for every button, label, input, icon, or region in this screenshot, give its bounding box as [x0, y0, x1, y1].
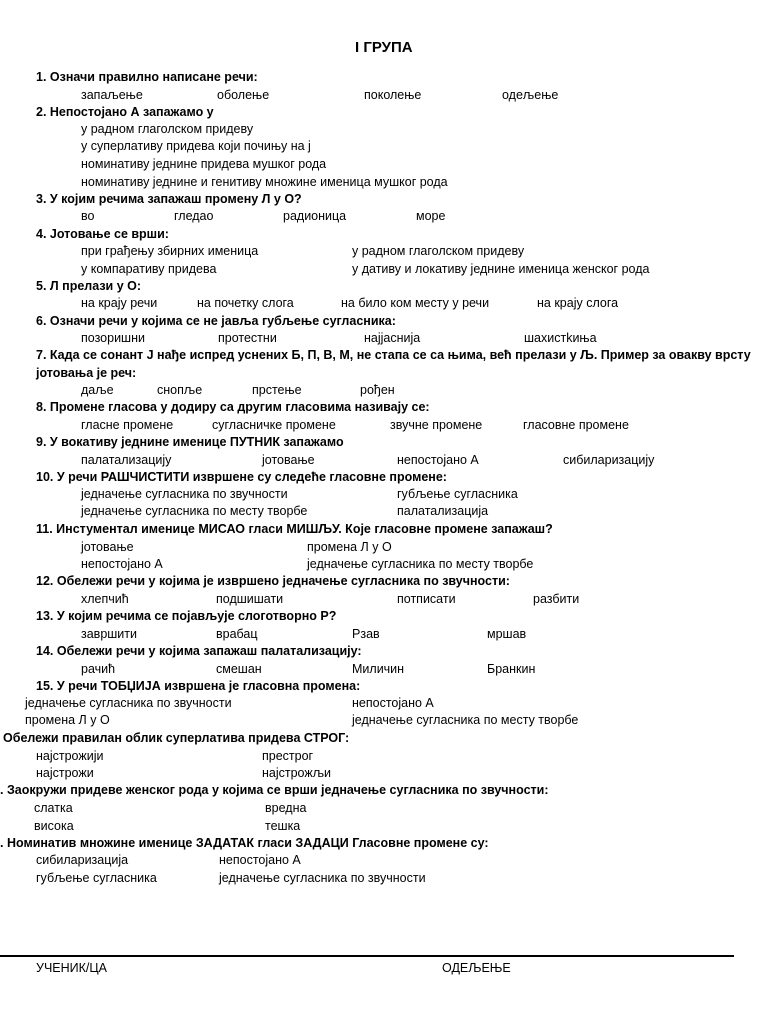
- q18-option-2[interactable]: непостојано А: [219, 853, 301, 867]
- question-6: 6. Означи речи у којима се не јавља губљење сугласника:: [36, 314, 396, 328]
- question-17: . Заокружи придеве женског рода у којима се врши једначење сугласника по звучности:: [0, 783, 549, 797]
- question-7-line-2: јотовања је реч:: [36, 366, 137, 380]
- q11-option-3[interactable]: непостојано А: [81, 557, 163, 571]
- q13-option-2[interactable]: врабац: [216, 627, 258, 641]
- question-1: 1. Означи правилно написане речи:: [36, 70, 258, 84]
- q17-option-2[interactable]: вредна: [265, 801, 307, 815]
- q11-option-1[interactable]: јотовање: [81, 540, 134, 554]
- q9-option-4[interactable]: сибиларизацију: [563, 453, 655, 467]
- question-11: 11. Инстументал именице МИСАО гласи МИШЉУ. Које гласовне промене запажаш?: [36, 522, 553, 536]
- q7-option-2[interactable]: снопље: [157, 383, 203, 397]
- q12-option-1[interactable]: хлепчић: [81, 592, 129, 606]
- question-15: 15. У речи ТОБЏИЈА извршена је гласовна промена:: [36, 679, 361, 693]
- q6-option-3[interactable]: најјаснија: [364, 331, 421, 345]
- q1-option-3[interactable]: поколење: [364, 88, 422, 102]
- q1-option-1[interactable]: запаљење: [81, 88, 143, 102]
- question-3: 3. У којим речима запажаш промену Л у О?: [36, 192, 302, 206]
- question-13: 13. У којим речима се појављује слоготворно Р?: [36, 609, 337, 623]
- q13-option-1[interactable]: завршити: [81, 627, 137, 641]
- q8-option-2[interactable]: сугласничке промене: [212, 418, 336, 432]
- q8-option-1[interactable]: гласне промене: [81, 418, 174, 432]
- q10-option-2[interactable]: губљење сугласника: [397, 487, 518, 501]
- q2-option-1[interactable]: у радном глаголском придеву: [81, 122, 254, 136]
- q10-option-4[interactable]: палатализација: [397, 504, 489, 518]
- q12-option-3[interactable]: потписати: [397, 592, 456, 606]
- q2-option-2[interactable]: у суперлативу придева који почињу на ј: [81, 139, 311, 153]
- q9-option-1[interactable]: палатализацију: [81, 453, 172, 467]
- q18-option-3[interactable]: губљење сугласника: [36, 871, 157, 885]
- q13-option-4[interactable]: мршав: [487, 627, 527, 641]
- q14-option-4[interactable]: Бранкин: [487, 662, 536, 676]
- q13-option-3[interactable]: Рзав: [352, 627, 380, 641]
- q17-option-1[interactable]: слатка: [34, 801, 73, 815]
- q3-option-1[interactable]: во: [81, 209, 95, 223]
- q2-option-3[interactable]: номинативу једнине придева мушког рода: [81, 157, 327, 171]
- question-12: 12. Обележи речи у којима је извршено једначење сугласника по звучности:: [36, 574, 510, 588]
- q2-option-4[interactable]: номинативу једнине и генитиву множине именица мушког рода: [81, 175, 448, 189]
- q3-option-4[interactable]: море: [416, 209, 446, 223]
- q6-option-4[interactable]: шахистkиња: [524, 331, 597, 345]
- q11-option-4[interactable]: једначење сугласника по месту творбе: [307, 557, 534, 571]
- signature-line: [0, 955, 734, 957]
- q3-option-3[interactable]: радионица: [283, 209, 347, 223]
- q7-option-3[interactable]: прстење: [252, 383, 302, 397]
- q15-option-2[interactable]: непостојано А: [352, 696, 434, 710]
- q5-option-1[interactable]: на крају речи: [81, 296, 158, 310]
- q7-option-1[interactable]: даље: [81, 383, 114, 397]
- q7-option-4[interactable]: рођен: [360, 383, 395, 397]
- question-4: 4. Јотовање се врши:: [36, 227, 169, 241]
- q10-option-1[interactable]: једначење сугласника по звучности: [81, 487, 288, 501]
- question-7-line-1: 7. Када се сонант Ј нађе испред уснених Б, П, В, М, не стапа се са њима, већ прелази у Љ. Пример за овакву врсту: [36, 348, 751, 362]
- q4-option-2[interactable]: у радном глаголском придеву: [352, 244, 525, 258]
- q10-option-3[interactable]: једначење сугласника по месту творбе: [81, 504, 308, 518]
- q8-option-3[interactable]: звучне промене: [390, 418, 483, 432]
- q5-option-3[interactable]: на било ком месту у речи: [341, 296, 490, 310]
- question-10: 10. У речи РАШЧИСТИТИ извршене су следеће гласовне промене:: [36, 470, 447, 484]
- question-9: 9. У вокативу једнине именице ПУТНИК запажамо: [36, 435, 344, 449]
- q16-option-4[interactable]: најстрожљи: [262, 766, 332, 780]
- q12-option-4[interactable]: разбити: [533, 592, 580, 606]
- question-18: . Номинатив множине именице ЗАДАТАК гласи ЗАДАЦИ Гласовне промене су:: [0, 836, 489, 850]
- q5-option-2[interactable]: на почетку слога: [197, 296, 294, 310]
- q1-option-4[interactable]: одељење: [502, 88, 559, 102]
- q11-option-2[interactable]: промена Л у О: [307, 540, 392, 554]
- q17-option-3[interactable]: висока: [34, 819, 74, 833]
- class-label: ОДЕЉЕЊЕ: [442, 961, 511, 975]
- q9-option-3[interactable]: непостојано А: [397, 453, 479, 467]
- q4-option-4[interactable]: у дативу и локативу једнине именица женског рода: [352, 262, 650, 276]
- q14-option-2[interactable]: смешан: [216, 662, 262, 676]
- q9-option-2[interactable]: јотовање: [262, 453, 315, 467]
- q17-option-4[interactable]: тешка: [265, 819, 301, 833]
- question-5: 5. Л прелази у О:: [36, 279, 142, 293]
- q8-option-4[interactable]: гласовне промене: [523, 418, 629, 432]
- q6-option-1[interactable]: позоришни: [81, 331, 145, 345]
- q15-option-1[interactable]: једначење сугласника по звучности: [25, 696, 232, 710]
- q16-option-1[interactable]: најстрожији: [36, 749, 104, 763]
- question-14: 14. Обележи речи у којима запажаш палатализацију:: [36, 644, 362, 658]
- q4-option-1[interactable]: при грађењу збирних именица: [81, 244, 259, 258]
- q15-option-3[interactable]: промена Л у О: [25, 713, 110, 727]
- q18-option-1[interactable]: сибиларизација: [36, 853, 129, 867]
- q18-option-4[interactable]: једначење сугласника по звучности: [219, 871, 426, 885]
- q12-option-2[interactable]: подшишати: [216, 592, 284, 606]
- student-label: УЧЕНИК/ЦА: [36, 961, 107, 975]
- q4-option-3[interactable]: у компаративу придева: [81, 262, 217, 276]
- q6-option-2[interactable]: протестни: [218, 331, 277, 345]
- q14-option-1[interactable]: рачић: [81, 662, 116, 676]
- q15-option-4[interactable]: једначење сугласника по месту творбе: [352, 713, 579, 727]
- q14-option-3[interactable]: Миличин: [352, 662, 405, 676]
- question-16: Обележи правилан облик суперлатива придева СТРОГ:: [3, 731, 350, 745]
- page-title: I ГРУПА: [355, 39, 413, 56]
- q16-option-3[interactable]: најстрожи: [36, 766, 94, 780]
- question-2: 2. Непостојано А запажамо у: [36, 105, 214, 119]
- q3-option-2[interactable]: гледао: [174, 209, 214, 223]
- q1-option-2[interactable]: оболење: [217, 88, 270, 102]
- question-8: 8. Промене гласова у додиру са другим гласовима називају се:: [36, 400, 430, 414]
- q5-option-4[interactable]: на крају слога: [537, 296, 619, 310]
- q16-option-2[interactable]: престрог: [262, 749, 314, 763]
